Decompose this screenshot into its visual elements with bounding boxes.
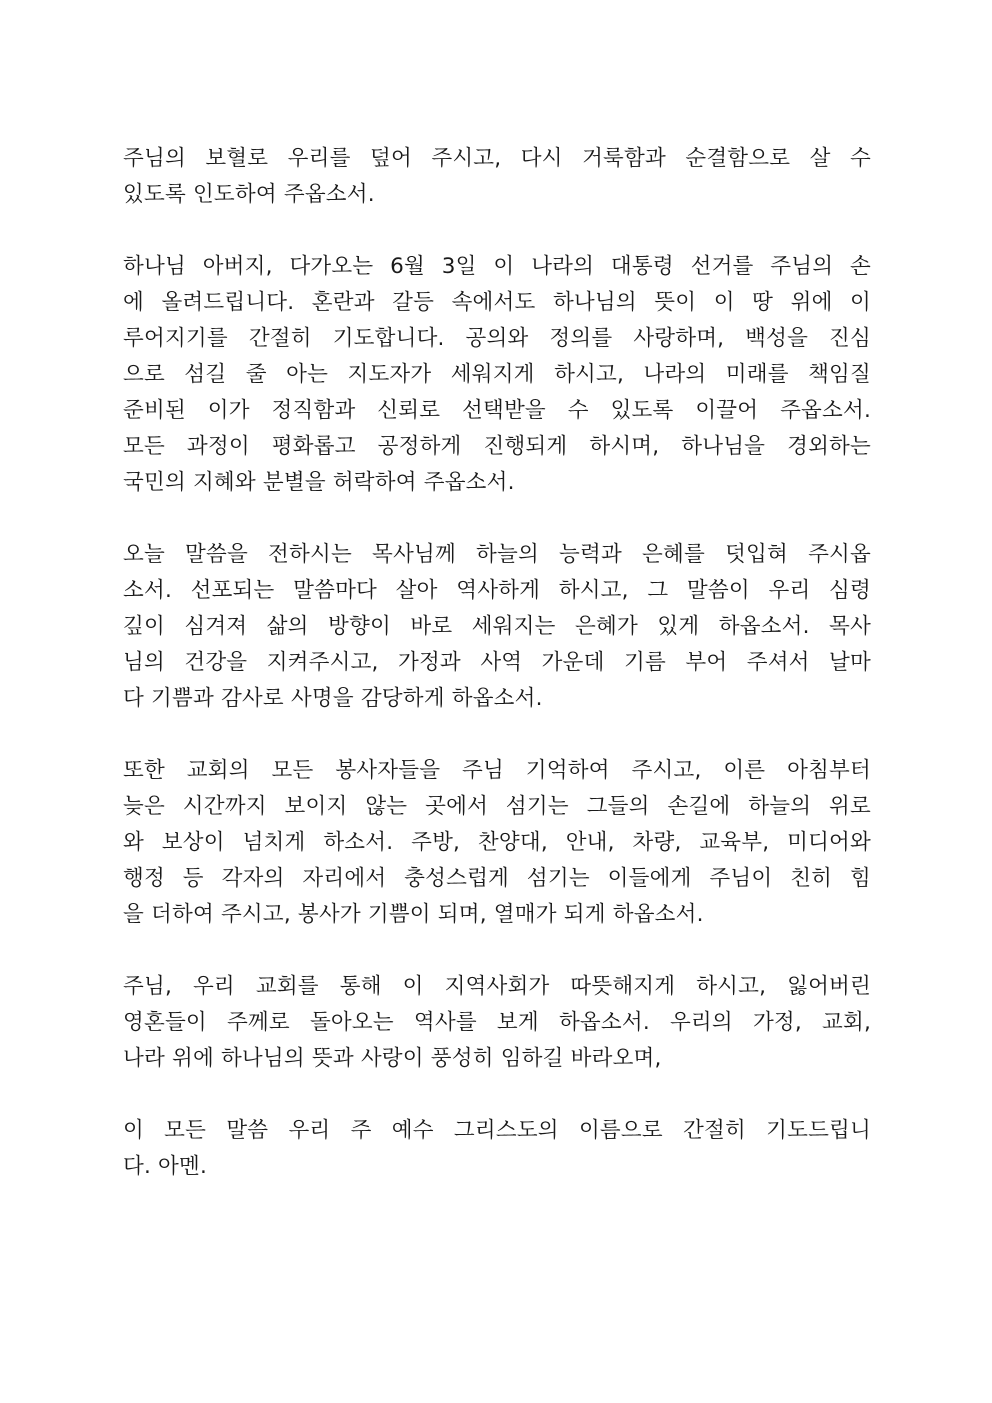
text-line: 깊이 심겨져 삶의 방향이 바로 세워지는 은혜가 있게 하옵소서. 목사 (123, 614, 871, 639)
text-line: 오늘 말씀을 전하시는 목사님께 하늘의 능력과 은혜를 덧입혀 주시옵 (123, 542, 871, 567)
text-line: 에 올려드립니다. 혼란과 갈등 속에서도 하나님의 뜻이 이 땅 위에 이 (123, 290, 871, 315)
paragraph-closing (123, 1113, 871, 1185)
paragraph-election (123, 249, 871, 501)
paragraph-pastor (123, 537, 871, 717)
text-line: 국민의 지혜와 분별을 허락하여 주옵소서. (123, 470, 515, 495)
text-line: 와 보상이 넘치게 하소서. 주방, 찬양대, 안내, 차량, 교육부, 미디어와 (123, 830, 871, 855)
text-line: 하나님 아버지, 다가오는 6월 3일 이 나라의 대통령 선거를 주님의 손 (123, 254, 871, 279)
paragraph-community (123, 969, 871, 1077)
text-line: 다. 아멘. (123, 1154, 208, 1179)
text-line: 소서. 선포되는 말씀마다 살아 역사하게 하시고, 그 말씀이 우리 심령 (123, 578, 871, 603)
text-line: 주님의 보혈로 우리를 덮어 주시고, 다시 거룩함과 순결함으로 살 수 (123, 146, 871, 171)
paragraph-cleansing (123, 141, 871, 213)
text-line: 있도록 인도하여 주옵소서. (123, 182, 375, 207)
text-line: 으로 섬길 줄 아는 지도자가 세워지게 하시고, 나라의 미래를 책임질 (123, 362, 871, 387)
text-line: 또한 교회의 모든 봉사자들을 주님 기억하여 주시고, 이른 아침부터 (123, 758, 871, 783)
paragraph-volunteers (123, 753, 871, 933)
text-line: 나라 위에 하나님의 뜻과 사랑이 풍성히 임하길 바라오며, (123, 1046, 662, 1071)
document-body (123, 141, 871, 1221)
text-line: 영혼들이 주께로 돌아오는 역사를 보게 하옵소서. 우리의 가정, 교회, (123, 1010, 871, 1035)
text-line: 이 모든 말씀 우리 주 예수 그리스도의 이름으로 간절히 기도드립니 (123, 1118, 871, 1143)
text-line: 다 기쁨과 감사로 사명을 감당하게 하옵소서. (123, 686, 543, 711)
text-line: 루어지기를 간절히 기도합니다. 공의와 정의를 사랑하며, 백성을 진심 (123, 326, 871, 351)
text-line: 을 더하여 주시고, 봉사가 기쁨이 되며, 열매가 되게 하옵소서. (123, 902, 704, 927)
text-line: 모든 과정이 평화롭고 공정하게 진행되게 하시며, 하나님을 경외하는 (123, 434, 871, 459)
text-line: 늦은 시간까지 보이지 않는 곳에서 섬기는 그들의 손길에 하늘의 위로 (123, 794, 871, 819)
text-line: 님의 건강을 지켜주시고, 가정과 사역 가운데 기름 부어 주셔서 날마 (123, 650, 871, 675)
text-line: 행정 등 각자의 자리에서 충성스럽게 섬기는 이들에게 주님이 친히 힘 (123, 866, 871, 891)
text-line: 준비된 이가 정직함과 신뢰로 선택받을 수 있도록 이끌어 주옵소서. (123, 398, 871, 423)
text-line: 주님, 우리 교회를 통해 이 지역사회가 따뜻해지게 하시고, 잃어버린 (123, 974, 871, 999)
